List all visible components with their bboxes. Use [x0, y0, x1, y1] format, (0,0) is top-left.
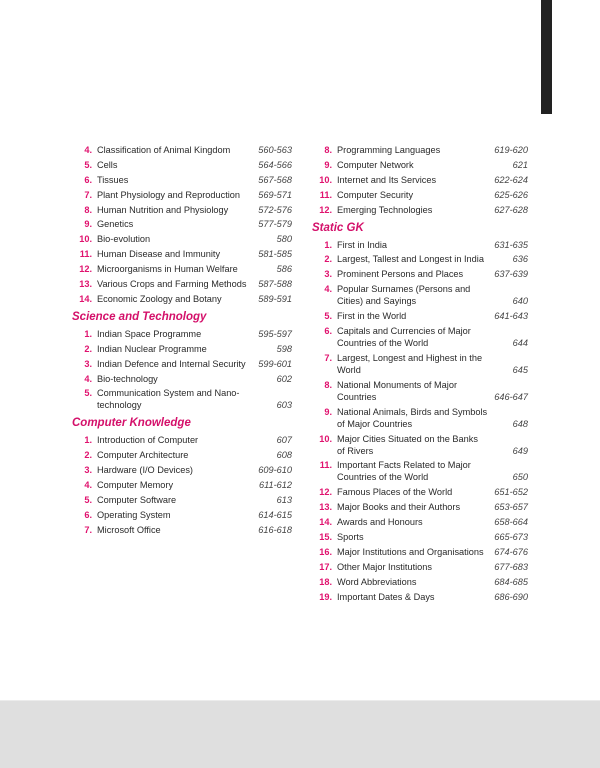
toc-entry	[312, 576, 528, 588]
entry-page-range: 658-664	[494, 517, 528, 528]
entry-page-range: 636	[512, 254, 528, 265]
entry-page-range: 586	[276, 264, 292, 275]
toc-entry	[312, 546, 528, 558]
entry-title: Indian Defence and Internal Security	[97, 358, 246, 369]
entry-page-range: 645	[512, 364, 528, 375]
entry-number: 1.	[324, 239, 332, 250]
entry-page-range: 614-615	[258, 509, 292, 520]
entry-number: 13.	[319, 502, 332, 513]
entry-number: 14.	[319, 517, 332, 528]
toc-entry	[72, 494, 292, 506]
entry-title: Communication System and Nano-technology	[97, 388, 240, 411]
entry-number: 8.	[324, 379, 332, 390]
entry-title: Computer Architecture	[97, 450, 189, 461]
entry-title: National Animals, Birds and Symbols of Major Countries	[337, 406, 488, 429]
toc-entry	[312, 433, 528, 457]
toc-entry	[72, 293, 292, 305]
toc-entry	[312, 531, 528, 543]
toc-entry	[72, 387, 292, 411]
entry-page-range: 631-635	[494, 239, 528, 250]
entry-title: First in India	[337, 239, 388, 250]
toc-entry	[312, 459, 528, 483]
entry-page-range: 684-685	[494, 576, 528, 587]
toc-entry	[72, 204, 292, 216]
entry-title: Human Nutrition and Physiology	[97, 204, 229, 215]
entry-title: Economic Zoology and Botany	[97, 293, 222, 304]
toc-entry	[312, 283, 528, 307]
entry-page-range: 608	[276, 450, 292, 461]
toc-left-column	[72, 144, 292, 539]
toc-group-computer-continued	[312, 144, 528, 216]
entry-title: Word Abbreviations	[337, 576, 417, 587]
entry-number: 4.	[84, 480, 92, 491]
entry-title: Bio-technology	[97, 373, 158, 384]
toc-entry	[72, 159, 292, 171]
entry-number: 9.	[324, 159, 332, 170]
entry-title: Bio-evolution	[97, 234, 151, 245]
toc-entry	[312, 591, 528, 603]
toc-entry	[312, 352, 528, 376]
entry-number: 4.	[84, 145, 92, 155]
entry-title: Famous Places of the World	[337, 487, 453, 498]
entry-page-range: 599-601	[258, 358, 292, 369]
toc-entry	[312, 253, 528, 265]
toc-entry	[72, 509, 292, 521]
toc-entry	[72, 524, 292, 536]
entry-page-range: 637-639	[494, 269, 528, 280]
entry-number: 10.	[319, 433, 332, 444]
entry-page-range: 625-626	[494, 189, 528, 200]
toc-group-computer	[72, 434, 292, 535]
entry-page-range: 686-690	[494, 591, 528, 602]
toc-group-science	[72, 328, 292, 412]
entry-title: Popular Surnames (Persons and Cities) and Sayings	[337, 284, 471, 307]
entry-number: 12.	[319, 204, 332, 215]
entry-page-range: 646-647	[494, 391, 528, 402]
entry-page-range: 580	[276, 234, 292, 245]
entry-title: Capitals and Currencies of Major Countries of the World	[337, 326, 471, 349]
toc-entry	[312, 239, 528, 251]
entry-title: Cells	[97, 159, 118, 170]
toc-entry	[312, 310, 528, 322]
toc-entry	[312, 501, 528, 513]
section-heading-science: Science and Technology	[72, 310, 207, 323]
entry-page-range: 581-585	[258, 249, 292, 260]
entry-page-range: 665-673	[494, 532, 528, 543]
entry-number: 5.	[84, 159, 92, 170]
toc-right-column	[312, 144, 528, 605]
entry-page-range: 644	[512, 338, 528, 349]
entry-page-range: 619-620	[494, 145, 528, 155]
entry-title: Microorganisms in Human Welfare	[97, 264, 238, 275]
entry-number: 2.	[324, 254, 332, 265]
entry-page-range: 595-597	[258, 328, 292, 339]
toc-entry	[312, 325, 528, 349]
entry-number: 4.	[84, 373, 92, 384]
entry-title: Major Institutions and Organisations	[337, 546, 484, 557]
entry-number: 6.	[84, 174, 92, 185]
entry-title: Other Major Institutions	[337, 561, 432, 572]
entry-title: Indian Nuclear Programme	[97, 343, 207, 354]
entry-title: Major Books and their Authors	[337, 502, 461, 513]
toc-entry	[72, 449, 292, 461]
entry-page-range: 674-676	[494, 546, 528, 557]
entry-page-range: 572-576	[258, 204, 292, 215]
entry-title: First in the World	[337, 311, 407, 322]
entry-title: Computer Software	[97, 495, 177, 506]
toc-entry	[72, 218, 292, 230]
entry-number: 7.	[324, 352, 332, 363]
entry-title: Human Disease and Immunity	[97, 249, 221, 260]
entry-title: Emerging Technologies	[337, 204, 433, 215]
entry-page-range: 564-566	[258, 159, 292, 170]
toc-entry	[72, 358, 292, 370]
entry-page-range: 627-628	[494, 204, 528, 215]
entry-number: 17.	[319, 561, 332, 572]
entry-page-range: 569-571	[258, 189, 292, 200]
entry-number: 11.	[79, 249, 92, 260]
entry-page-range: 611-612	[258, 480, 292, 491]
entry-number: 3.	[84, 358, 92, 369]
entry-page-range: 622-624	[494, 174, 528, 185]
entry-number: 10.	[79, 234, 92, 245]
toc-entry	[312, 406, 528, 430]
entry-number: 7.	[84, 189, 92, 200]
entry-title: Computer Security	[337, 189, 414, 200]
entry-title: Largest, Longest and Highest in the World	[337, 352, 483, 375]
entry-title: Computer Memory	[97, 480, 174, 491]
toc-entry	[72, 189, 292, 201]
entry-page-range: 609-610	[258, 465, 292, 476]
toc-entry	[72, 233, 292, 245]
entry-number: 1.	[84, 435, 92, 446]
entry-page-range: 616-618	[258, 524, 292, 535]
toc-entry	[72, 479, 292, 491]
entry-number: 5.	[84, 388, 92, 399]
entry-number: 10.	[319, 174, 332, 185]
entry-number: 5.	[324, 311, 332, 322]
toc-entry	[312, 486, 528, 498]
entry-number: 18.	[319, 576, 332, 587]
entry-title: Important Dates & Days	[337, 591, 435, 602]
section-heading-static-gk: Static GK	[312, 221, 364, 234]
entry-number: 2.	[84, 343, 92, 354]
entry-title: Programming Languages	[337, 145, 441, 155]
entry-number: 15.	[319, 532, 332, 543]
entry-number: 9.	[324, 406, 332, 417]
entry-page-range: 649	[512, 445, 528, 456]
toc-entry	[72, 328, 292, 340]
entry-page-range: 567-568	[258, 174, 292, 185]
page-edge-tab	[541, 0, 552, 114]
toc-entry	[72, 278, 292, 290]
entry-number: 8.	[84, 204, 92, 215]
page-footer-band	[0, 700, 600, 768]
toc-entry	[312, 204, 528, 216]
entry-number: 11.	[319, 460, 332, 471]
entry-title: Plant Physiology and Reproduction	[97, 189, 241, 200]
entry-title: Various Crops and Farming Methods	[97, 279, 247, 290]
toc-entry	[72, 174, 292, 186]
entry-page-range: 641-643	[494, 311, 528, 322]
entry-number: 19.	[319, 591, 332, 602]
entry-page-range: 598	[276, 343, 292, 354]
entry-title: Largest, Tallest and Longest in India	[337, 254, 484, 265]
entry-page-range: 587-588	[258, 279, 292, 290]
entry-title: Computer Network	[337, 159, 414, 170]
toc-entry	[312, 144, 528, 156]
entry-number: 13.	[79, 279, 92, 290]
toc-entry	[312, 174, 528, 186]
entry-page-range: 577-579	[258, 219, 292, 230]
entry-title: Prominent Persons and Places	[337, 269, 464, 280]
entry-number: 7.	[84, 524, 92, 535]
toc-entry	[312, 561, 528, 573]
toc-entry	[72, 144, 292, 156]
entry-number: 8.	[324, 145, 332, 155]
toc-entry	[72, 373, 292, 385]
entry-page-range: 651-652	[494, 487, 528, 498]
toc-entry	[72, 263, 292, 275]
entry-page-range: 621	[512, 159, 528, 170]
entry-title: Microsoft Office	[97, 524, 161, 535]
entry-page-range: 648	[512, 418, 528, 429]
entry-page-range: 603	[276, 400, 292, 411]
toc-entry	[312, 159, 528, 171]
toc-entry	[312, 516, 528, 528]
entry-title: Hardware (I/O Devices)	[97, 465, 193, 476]
entry-number: 5.	[84, 495, 92, 506]
entry-title: Indian Space Programme	[97, 328, 202, 339]
entry-title: Tissues	[97, 174, 129, 185]
entry-page-range: 589-591	[258, 293, 292, 304]
entry-title: Awards and Honours	[337, 517, 423, 528]
entry-page-range: 677-683	[494, 561, 528, 572]
entry-number: 9.	[84, 219, 92, 230]
entry-number: 6.	[324, 326, 332, 337]
entry-number: 11.	[319, 189, 332, 200]
section-heading-computer: Computer Knowledge	[72, 417, 191, 430]
entry-title: Operating System	[97, 509, 171, 520]
entry-number: 4.	[324, 284, 332, 295]
entry-title: Sports	[337, 532, 364, 543]
toc-group-biology	[72, 144, 292, 305]
entry-title: Introduction of Computer	[97, 435, 199, 446]
toc-entry	[312, 268, 528, 280]
entry-title: Major Cities Situated on the Banks of Rivers	[337, 433, 478, 456]
toc-entry	[72, 248, 292, 260]
toc-entry	[72, 464, 292, 476]
entry-number: 12.	[79, 264, 92, 275]
entry-number: 2.	[84, 450, 92, 461]
entry-title: Important Facts Related to Major Countries of the World	[337, 460, 471, 483]
entry-title: Internet and Its Services	[337, 174, 437, 185]
entry-number: 12.	[319, 487, 332, 498]
entry-page-range: 560-563	[258, 145, 292, 155]
entry-page-range: 650	[512, 472, 528, 483]
entry-page-range: 640	[512, 296, 528, 307]
entry-page-range: 613	[276, 495, 292, 506]
entry-number: 6.	[84, 509, 92, 520]
entry-title: National Monuments of Major Countries	[337, 379, 458, 402]
toc-entry	[72, 343, 292, 355]
toc-entry	[312, 379, 528, 403]
entry-number: 3.	[84, 465, 92, 476]
entry-number: 3.	[324, 269, 332, 280]
entry-number: 14.	[79, 293, 92, 304]
toc-entry	[72, 434, 292, 446]
entry-page-range: 653-657	[494, 502, 528, 513]
entry-page-range: 602	[276, 373, 292, 384]
entry-page-range: 607	[276, 435, 292, 446]
entry-title: Genetics	[97, 219, 134, 230]
toc-entry	[312, 189, 528, 201]
toc-group-static-gk	[312, 239, 528, 603]
entry-title: Classification of Animal Kingdom	[97, 145, 231, 155]
entry-number: 1.	[84, 328, 92, 339]
entry-number: 16.	[319, 546, 332, 557]
